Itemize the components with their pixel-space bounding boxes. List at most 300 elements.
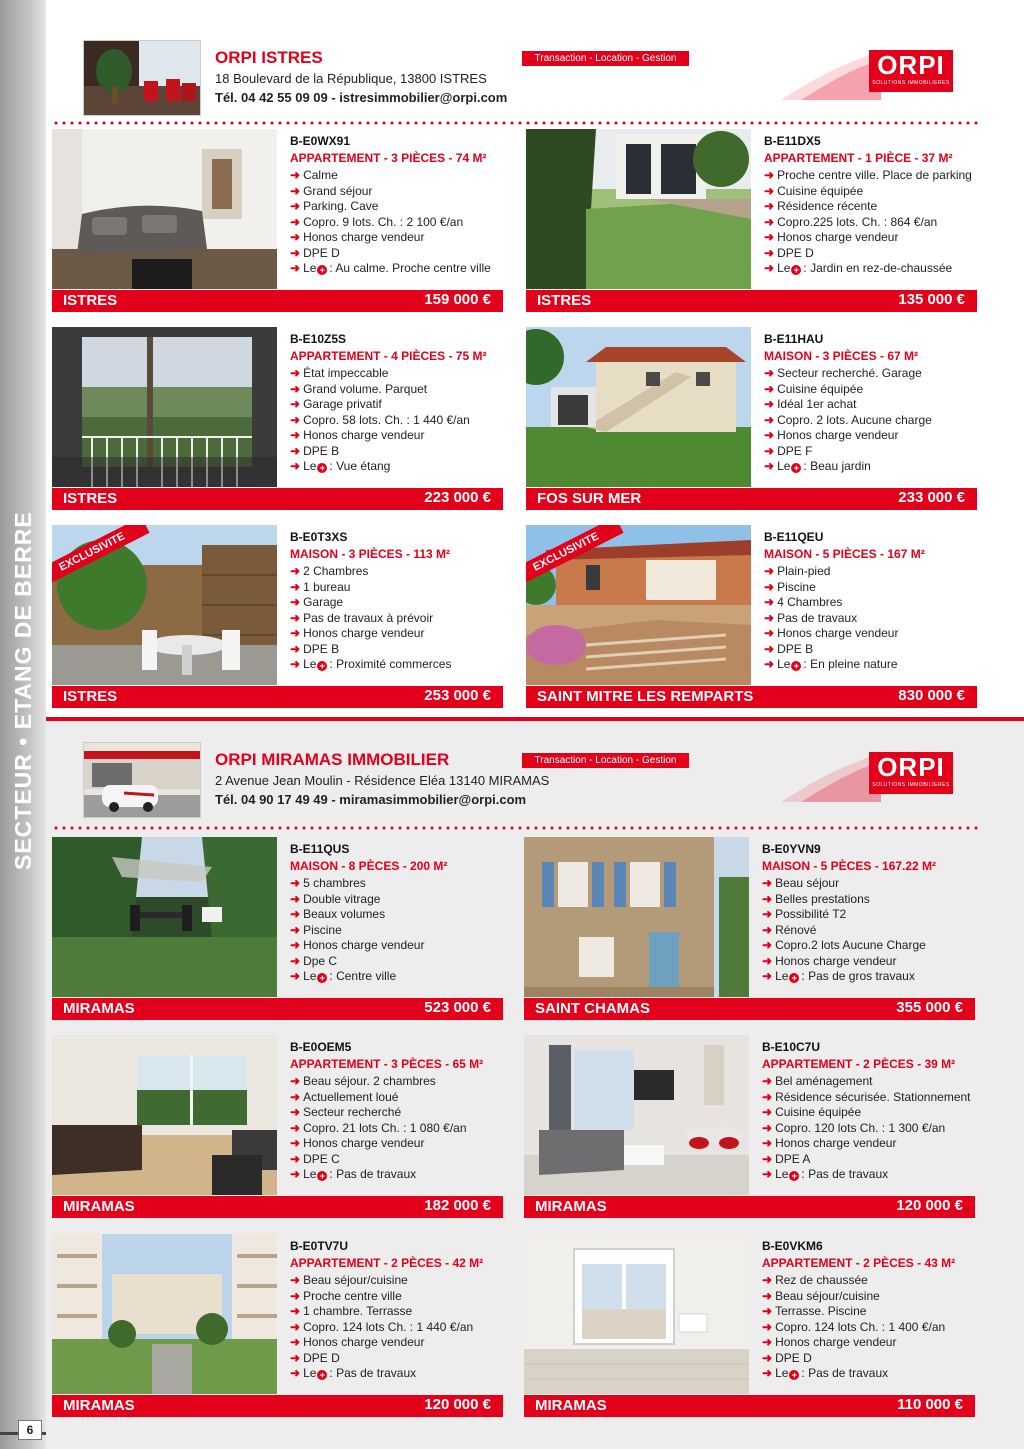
arrow-icon: ➜ [762,1136,773,1150]
listing-city: MIRAMAS [535,1198,607,1215]
price-bar [524,998,975,1020]
arrow-icon: ➜ [290,1120,301,1135]
arrow-icon: ➜ [764,261,775,275]
arrow-icon: ➜ [290,891,301,906]
listing-reference: B-E0T3XS [290,530,348,544]
arrow-icon: ➜ [762,922,773,937]
arrow-icon: ➜ [290,953,301,968]
listing-type: APPARTEMENT - 1 PIÈCE - 37 M² [764,151,953,165]
arrow-icon: ➜ [290,245,301,260]
arrow-icon: ➜ [290,1136,301,1150]
feature-item: ➜ Honos charge vendeur [290,626,425,640]
arrow-icon: ➜ [290,595,301,609]
feature-item: ➜ Beau séjour/cuisine [290,1273,408,1287]
plus-icon: + [317,973,327,983]
listing-card[interactable] [526,525,977,711]
house-exterior-image [526,327,751,487]
feature-item: ➜ Plain-pied [764,564,831,578]
listing-city: SAINT MITRE LES REMPARTS [537,688,754,705]
listing-photo [52,129,277,289]
listing-card[interactable] [526,129,977,315]
feature-item: ➜ Honos charge vendeur [762,1335,897,1349]
listing-type: APPARTEMENT - 3 PÈCES - 65 M² [290,1057,484,1071]
arrow-icon: ➜ [290,459,301,473]
arrow-icon: ➜ [290,412,301,427]
highlight-item: ➜ Le + : Au calme. Proche centre ville [290,261,491,275]
feature-item: ➜ Possibilité T2 [762,907,847,921]
listing-type: APPARTEMENT - 2 PÈCES - 39 M² [762,1057,956,1071]
listing-type: APPARTEMENT - 3 PIÈCES - 74 M² [290,151,487,165]
listing-type: APPARTEMENT - 2 PÈCES - 42 M² [290,1256,484,1270]
arrow-icon: ➜ [764,245,775,260]
arrow-icon: ➜ [290,1167,301,1181]
listing-city: ISTRES [537,292,592,309]
arrow-icon: ➜ [290,443,301,458]
logo-brand: ORPI [877,752,945,782]
feature-item: ➜ Cuisine équipée [762,1105,862,1119]
feature-item: ➜ Honos charge vendeur [764,428,899,442]
arrow-icon: ➜ [762,969,773,983]
listing-card[interactable] [524,1035,975,1221]
plus-icon: + [791,463,801,473]
dotted-separator [52,826,978,830]
arrow-icon: ➜ [764,366,775,380]
agency-name: ORPI MIRAMAS IMMOBILIER [215,750,450,769]
listing-reference: B-E0WX91 [290,134,351,148]
listing-type: APPARTEMENT - 4 PIÈCES - 75 M² [290,349,487,363]
feature-item: ➜ Idéal 1er achat [764,397,857,411]
listing-card[interactable] [52,525,503,711]
page-number: 6 [18,1420,42,1440]
arrow-icon: ➜ [290,564,301,578]
price-bar [52,998,503,1020]
listing-photo [52,327,277,487]
listing-city: MIRAMAS [63,1397,135,1414]
arrow-icon: ➜ [762,1304,773,1318]
arrow-icon: ➜ [764,657,775,671]
garden-dining-image [52,837,277,997]
listing-city: ISTRES [63,292,118,309]
arrow-icon: ➜ [290,381,301,396]
feature-list [762,876,926,985]
arrow-icon: ➜ [764,564,775,578]
arrow-icon: ➜ [290,626,301,640]
plus-icon: + [789,1370,799,1380]
listing-city: ISTRES [63,490,118,507]
feature-list [764,168,972,277]
agency-services-tag: Transaction - Location - Gestion [522,753,689,768]
listing-price: 253 000 € [424,687,491,704]
listing-card[interactable] [52,1035,503,1221]
agency-photo [83,40,201,116]
feature-item: ➜ Copro. 2 lots. Aucune charge [764,412,932,427]
agency-address: 2 Avenue Jean Moulin - Résidence Eléa 13140 MIRAMAS [215,773,550,788]
arrow-icon: ➜ [290,1335,301,1349]
listing-photo [526,327,751,487]
arrow-icon: ➜ [764,168,775,182]
listing-city: MIRAMAS [63,1198,135,1215]
living-room-image [52,129,277,289]
feature-item: ➜ Honos charge vendeur [290,1136,425,1150]
feature-item: ➜ Honos charge vendeur [290,230,425,244]
agency-header-miramas [83,742,983,820]
arrow-icon: ➜ [762,876,773,890]
listing-price: 223 000 € [424,489,491,506]
feature-list [290,1273,473,1382]
listing-price: 523 000 € [424,999,491,1016]
feature-item: ➜ DPE D [762,1350,812,1365]
highlight-item: ➜ Le + : Pas de travaux [290,1366,417,1380]
feature-item: ➜ Copro. 120 lots Ch. : 1 300 €/an [762,1120,946,1135]
feature-item: ➜ DPE D [764,245,814,260]
feature-item: ➜ Copro. 21 lots Ch. : 1 080 €/an [290,1120,467,1135]
arrow-icon: ➜ [762,1366,773,1380]
arrow-icon: ➜ [290,579,301,594]
listing-reference: B-E10Z5S [290,332,347,346]
sector-sidebar [0,0,46,1449]
feature-item: ➜ Secteur recherché [290,1105,402,1119]
feature-item: ➜ Terrasse. Piscine [762,1304,867,1318]
listing-card[interactable] [52,1234,503,1420]
stone-facade-image [524,837,749,997]
arrow-icon: ➜ [290,214,301,229]
listing-photo [52,525,277,685]
feature-item: ➜ Piscine [764,579,816,594]
arrow-icon: ➜ [290,1273,301,1287]
feature-item: ➜ Belles prestations [762,891,870,906]
listing-price: 159 000 € [424,291,491,308]
listing-type: MAISON - 5 PIÈCES - 167 M² [764,547,925,561]
price-bar [52,290,503,312]
apartment-living-image [52,1035,277,1195]
listing-photo [524,1234,749,1394]
arrow-icon: ➜ [290,641,301,656]
feature-item: ➜ Garage privatif [290,397,382,411]
arrow-icon: ➜ [290,969,301,983]
arrow-icon: ➜ [290,428,301,442]
agency-header-istres [83,40,983,118]
listing-card[interactable] [52,327,503,513]
feature-item: ➜ Cuisine équipée [764,183,864,198]
arrow-icon: ➜ [764,199,775,213]
feature-item: ➜ DPE D [290,245,340,260]
feature-item: ➜ Copro. 124 lots Ch. : 1 400 €/an [762,1319,946,1334]
listing-card[interactable] [524,1234,975,1420]
arrow-icon: ➜ [762,891,773,906]
feature-item: ➜ Copro. 9 lots. Ch. : 2 100 €/an [290,214,464,229]
arrow-icon: ➜ [290,1319,301,1334]
arrow-icon: ➜ [762,1335,773,1349]
feature-item: ➜ 1 bureau [290,579,351,594]
listing-photo [526,525,751,685]
price-bar [52,1196,503,1218]
logo-subtitle: SOLUTIONS IMMOBILIERES [872,782,950,788]
feature-item: ➜ Calme [290,168,338,182]
highlight-item: ➜ Le + : Beau jardin [764,459,871,473]
price-bar [52,1395,503,1417]
highlight-item: ➜ Le + : Centre ville [290,969,397,983]
residence-courtyard-image [52,1234,277,1394]
arrow-icon: ➜ [290,907,301,921]
listing-type: MAISON - 8 PÈCES - 200 M² [290,859,448,873]
plus-icon: + [317,265,327,275]
arrow-icon: ➜ [762,907,773,921]
feature-item: ➜ Proche centre ville. Place de parking [764,168,972,182]
listing-city: MIRAMAS [63,1000,135,1017]
listing-type: APPARTEMENT - 2 PÈCES - 43 M² [762,1256,956,1270]
listing-city: ISTRES [63,688,118,705]
highlight-item: ➜ Le + : Pas de gros travaux [762,969,915,983]
arrow-icon: ➜ [762,1273,773,1287]
feature-item: ➜ Copro.2 lots Aucune Charge [762,938,926,952]
feature-item: ➜ Grand séjour [290,183,373,198]
arrow-icon: ➜ [290,876,301,890]
feature-list [290,168,491,277]
logo-subtitle: SOLUTIONS IMMOBILIERES [872,80,950,86]
feature-item: ➜ Bel aménagement [762,1074,873,1088]
empty-room-image [524,1234,749,1394]
listing-photo [52,1234,277,1394]
listing-price: 355 000 € [896,999,963,1016]
feature-item: ➜ Beau séjour. 2 chambres [290,1074,436,1088]
listing-reference: B-E10C7U [762,1040,821,1054]
highlight-item: ➜ Le + : Jardin en rez-de-chaussée [764,261,953,275]
arrow-icon: ➜ [764,610,775,625]
feature-item: ➜ DPE B [764,641,814,656]
listing-price: 135 000 € [898,291,965,308]
feature-item: ➜ Copro. 58 lots. Ch. : 1 440 €/an [290,412,470,427]
feature-list [762,1074,971,1183]
listing-reference: B-E0TV7U [290,1239,349,1253]
agency-office-image [84,41,200,115]
feature-item: ➜ Honos charge vendeur [762,1136,897,1150]
feature-list [764,564,898,673]
feature-item: ➜ Proche centre ville [290,1288,402,1303]
arrow-icon: ➜ [290,938,301,952]
highlight-item: ➜ Le + : Pas de travaux [762,1366,889,1380]
listing-city: FOS SUR MER [537,490,642,507]
price-bar [526,686,977,708]
listing-card[interactable] [526,327,977,513]
arrow-icon: ➜ [290,610,301,625]
feature-item: ➜ Beau séjour [762,876,840,890]
feature-item: ➜ Actuellement loué [290,1089,399,1104]
listing-price: 182 000 € [424,1197,491,1214]
feature-list [290,876,424,985]
arrow-icon: ➜ [762,1319,773,1334]
feature-item: ➜ DPE D [290,1350,340,1365]
logo-brand: ORPI [877,50,945,80]
listing-city: SAINT CHAMAS [535,1000,650,1017]
arrow-icon: ➜ [290,1350,301,1365]
agency-contact: Tél. 04 90 17 49 49 - miramasimmobilier@orpi.com [215,792,527,807]
feature-list [764,366,932,475]
listing-card[interactable] [52,837,503,1023]
feature-item: ➜ Beaux volumes [290,907,386,921]
arrow-icon: ➜ [290,1288,301,1303]
price-bar [524,1196,975,1218]
listing-type: MAISON - 5 PÈCES - 167.22 M² [762,859,937,873]
feature-item: ➜ Dpe C [290,953,338,968]
sector-label: SECTEUR • ETANG DE BERRE [10,511,36,870]
arrow-icon: ➜ [764,428,775,442]
arrow-icon: ➜ [290,1151,301,1166]
arrow-icon: ➜ [762,1167,773,1181]
arrow-icon: ➜ [764,641,775,656]
arrow-icon: ➜ [764,214,775,229]
feature-item: ➜ 5 chambres [290,876,366,890]
listing-reference: B-E0OEM5 [290,1040,352,1054]
agency-photo [83,742,201,818]
feature-item: ➜ Honos charge vendeur [290,428,425,442]
feature-list [290,1074,467,1183]
highlight-item: ➜ Le + : Vue étang [290,459,391,473]
listing-photo [52,837,277,997]
arrow-icon: ➜ [290,168,301,182]
feature-item: ➜ Honos charge vendeur [764,626,899,640]
section-divider [46,717,1024,721]
arrow-icon: ➜ [764,459,775,473]
highlight-item: ➜ Le + : Pas de travaux [762,1167,889,1181]
price-bar [52,686,503,708]
feature-item: ➜ Beau séjour/cuisine [762,1288,880,1303]
feature-item: ➜ Parking. Cave [290,199,379,213]
arrow-icon: ➜ [764,579,775,594]
exclusive-ribbon: EXCLUSIVITE [52,525,150,587]
arrow-icon: ➜ [290,261,301,275]
arrow-icon: ➜ [290,366,301,380]
feature-item: ➜ Résidence récente [764,199,878,213]
agency-name: ORPI ISTRES [215,48,323,67]
listing-type: MAISON - 3 PIÈCES - 113 M² [290,547,451,561]
studio-living-image [524,1035,749,1195]
price-bar [52,488,503,510]
arrow-icon: ➜ [290,397,301,411]
arrow-icon: ➜ [762,1105,773,1119]
feature-item: ➜ Honos charge vendeur [290,938,425,952]
arrow-icon: ➜ [290,657,301,671]
listing-price: 233 000 € [898,489,965,506]
feature-item: ➜ Secteur recherché. Garage [764,366,922,380]
arrow-icon: ➜ [762,938,773,952]
feature-list [290,564,451,673]
arrow-icon: ➜ [290,1105,301,1119]
arrow-icon: ➜ [290,922,301,937]
listing-photo [526,129,751,289]
feature-item: ➜ Grand volume. Parquet [290,381,428,396]
arrow-icon: ➜ [290,1074,301,1088]
plus-icon: + [789,1171,799,1181]
feature-item: ➜ Résidence sécurisée. Stationnement [762,1089,971,1104]
plus-icon: + [317,1370,327,1380]
plus-icon: + [791,661,801,671]
feature-item: ➜ Rez de chaussée [762,1273,868,1287]
feature-item: ➜ Honos charge vendeur [762,953,897,968]
feature-item: ➜ Garage [290,595,344,609]
arrow-icon: ➜ [764,230,775,244]
orpi-logo [781,746,953,802]
feature-item: ➜ Piscine [290,922,342,937]
listing-reference: B-E11QEU [764,530,824,544]
listing-card[interactable] [524,837,975,1023]
listing-reference: B-E0VKM6 [762,1239,823,1253]
agency-address: 18 Boulevard de la République, 13800 ISTRES [215,71,487,86]
garden-patio-image [526,129,751,289]
arrow-icon: ➜ [764,626,775,640]
highlight-item: ➜ Le + : Pas de travaux [290,1167,417,1181]
feature-item: ➜ Cuisine équipée [764,381,864,396]
feature-list [290,366,470,475]
arrow-icon: ➜ [764,183,775,198]
arrow-icon: ➜ [290,1304,301,1318]
arrow-icon: ➜ [290,230,301,244]
agency-contact: Tél. 04 42 55 09 09 - istresimmobilier@orpi.com [215,90,508,105]
feature-item: ➜ DPE B [290,641,340,656]
feature-item: ➜ Honos charge vendeur [764,230,899,244]
arrow-icon: ➜ [762,1074,773,1088]
arrow-icon: ➜ [762,1288,773,1303]
arrow-icon: ➜ [762,1151,773,1166]
listing-city: MIRAMAS [535,1397,607,1414]
agency-services-tag: Transaction - Location - Gestion [522,51,689,66]
listing-photo [524,1035,749,1195]
arrow-icon: ➜ [762,1350,773,1365]
listing-price: 120 000 € [424,1396,491,1413]
arrow-icon: ➜ [764,595,775,609]
plus-icon: + [317,661,327,671]
plus-icon: + [789,973,799,983]
feature-item: ➜ Honos charge vendeur [290,1335,425,1349]
feature-item: ➜ Pas de travaux [764,610,858,625]
arrow-icon: ➜ [764,443,775,458]
listing-card[interactable] [52,129,503,315]
agency-office-image [84,743,200,817]
arrow-icon: ➜ [290,199,301,213]
listing-price: 120 000 € [896,1197,963,1214]
arrow-icon: ➜ [762,1120,773,1135]
highlight-item: ➜ Le + : Proximité commerces [290,657,452,671]
feature-item: ➜ Double vitrage [290,891,381,906]
feature-list [762,1273,945,1382]
listing-price: 830 000 € [898,687,965,704]
feature-item: ➜ 1 chambre. Terrasse [290,1304,413,1318]
feature-item: ➜ Pas de travaux à prévoir [290,610,434,625]
listing-reference: B-E11QUS [290,842,350,856]
arrow-icon: ➜ [764,397,775,411]
arrow-icon: ➜ [764,412,775,427]
feature-item: ➜ 4 Chambres [764,595,843,609]
feature-item: ➜ Copro. 124 lots Ch. : 1 440 €/an [290,1319,474,1334]
feature-item: ➜ 2 Chambres [290,564,369,578]
listing-photo [52,1035,277,1195]
orpi-logo [781,44,953,100]
plus-icon: + [791,265,801,275]
feature-item: ➜ DPE F [764,443,813,458]
listing-reference: B-E0YVN9 [762,842,821,856]
listing-reference: B-E11DX5 [764,134,821,148]
feature-item: ➜ État impeccable [290,366,389,380]
feature-item: ➜ Rénové [762,922,817,937]
arrow-icon: ➜ [764,381,775,396]
price-bar [526,488,977,510]
arrow-icon: ➜ [290,183,301,198]
balcony-view-image [52,327,277,487]
listing-price: 110 000 € [897,1396,963,1413]
price-bar [526,290,977,312]
arrow-icon: ➜ [290,1366,301,1380]
exclusive-ribbon: EXCLUSIVITE [526,525,624,587]
listing-reference: B-E11HAU [764,332,824,346]
